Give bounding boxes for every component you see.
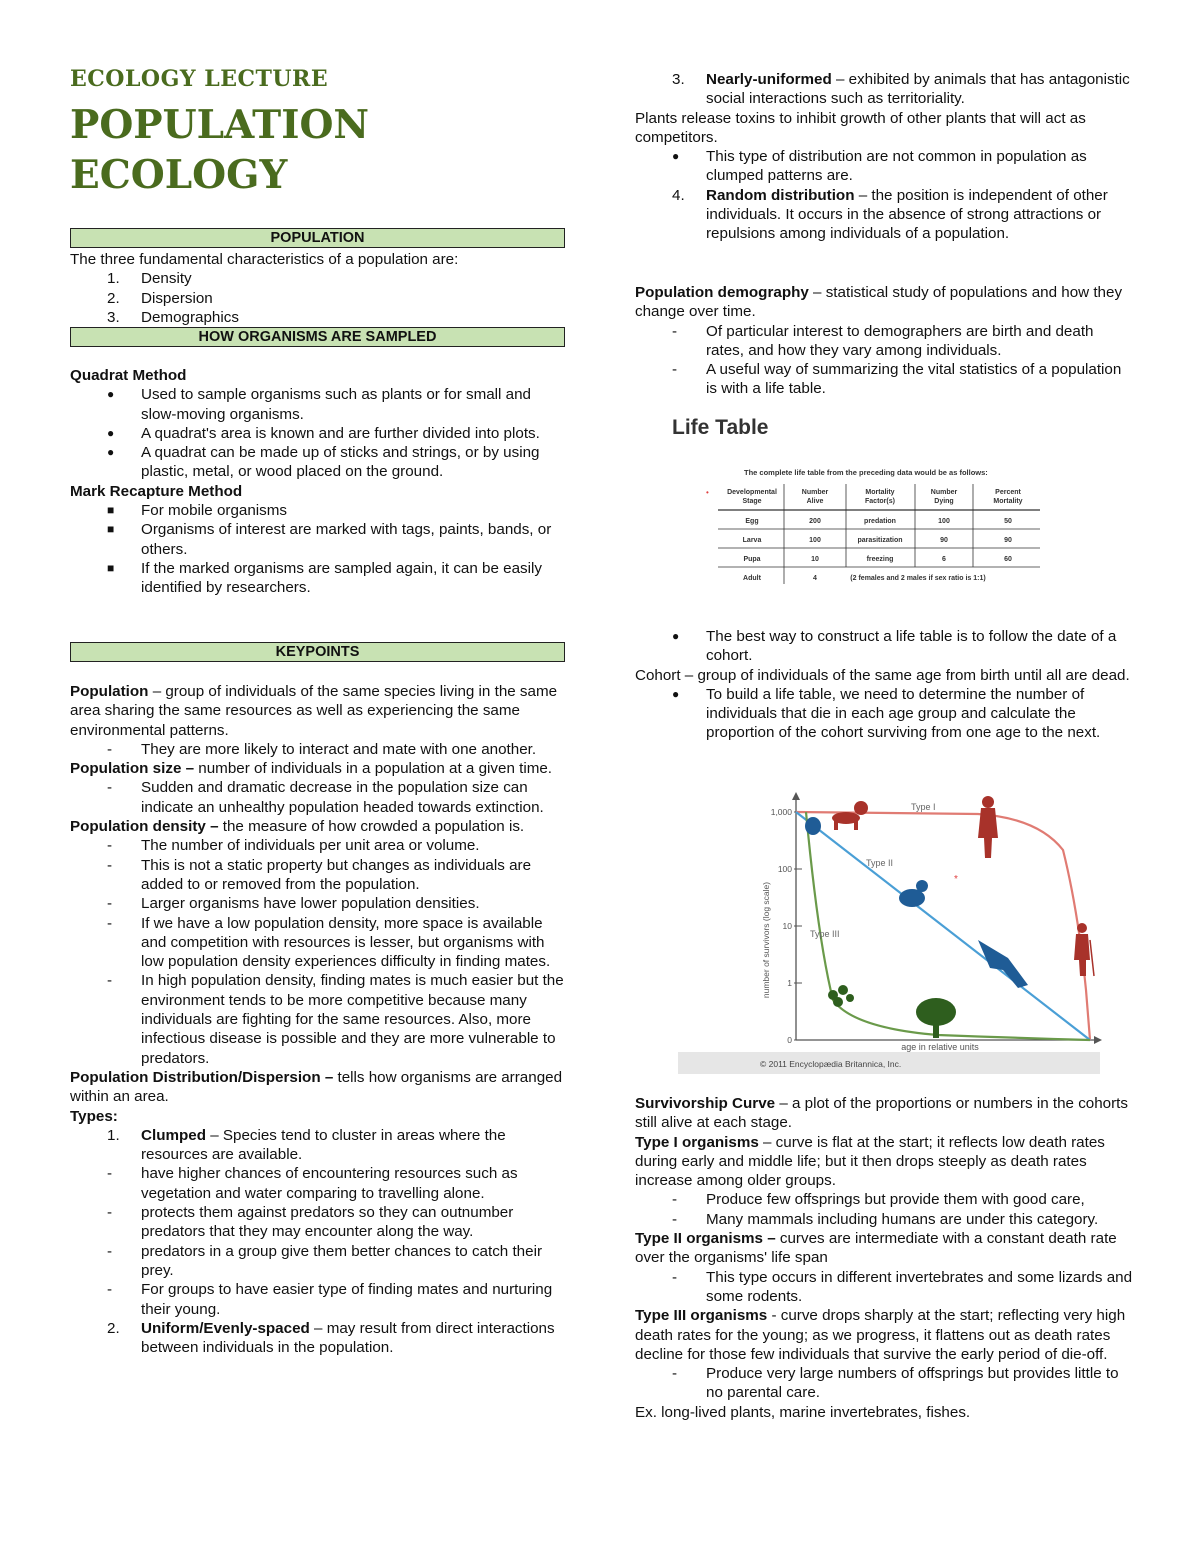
header-percent-line1: Percent (995, 489, 1021, 496)
list-item: - Many mammals including humans are under this category. (672, 1210, 1099, 1228)
list-item: - Produce few offsprings but provide them with good care, (672, 1191, 1085, 1209)
tick-label: 1 (787, 978, 792, 988)
table-cell: 100 (809, 537, 821, 544)
table-cell: 50 (1004, 518, 1012, 525)
sampling-section (70, 366, 567, 598)
list-item: 2. Dispersion (107, 289, 213, 307)
list-item: - If we have a low population density, more space is available and competition with resources is lesser, but organisms with low population density experiences difficulty in finding mates. (107, 914, 551, 971)
list-item: ● Used to sample organisms such as plants or for small and slow-moving organisms. (107, 386, 531, 423)
page-title-line2: ECOLOGY (70, 152, 288, 198)
list-item: ■ If the marked organisms are sampled again, it can be easily identified by researchers. (107, 559, 542, 597)
table-cell: predation (864, 518, 896, 525)
list-item: - This is not a static property but changes as individuals are added to or removed from the population. (107, 856, 532, 893)
x-arrow-icon (1094, 1036, 1102, 1044)
bullet-icon: • (706, 488, 709, 497)
header-factor-line1: Mortality (865, 489, 895, 496)
table-cell: 90 (940, 537, 948, 544)
section-bar-sampling: HOW ORGANISMS ARE SAMPLED (70, 327, 565, 347)
table-cell: 100 (938, 518, 950, 525)
tree-icon (916, 998, 956, 1038)
table-cell: 4 (813, 575, 817, 582)
list-item: - Of particular interest to demographers are birth and death rates, and how they vary among individuals. (672, 322, 1094, 359)
distribution-continued (635, 70, 1135, 244)
size-definition: Population size – number of individuals in a population at a given time. (70, 760, 553, 778)
tick-label: 10 (782, 921, 792, 931)
demography-definition: Population demography – statistical study of populations and how they change over time. (635, 284, 1123, 321)
table-cell: (2 females and 2 males if sex ratio is 1:1) (850, 575, 986, 582)
list-item: ● A quadrat can be made up of sticks and strings, or by using plastic, metal, or wood placed on the ground. (107, 444, 540, 481)
table-cell: Adult (743, 575, 761, 582)
list-item: 4. Random distribution – the position is independent of other individuals. It occurs in the absence of strong attractions or repulsions among individuals of a population. (672, 186, 1108, 243)
crawling-baby-icon (832, 801, 868, 830)
type2-definition: Type II organisms – curves are intermediate with a constant death rate over the organisms' life span (635, 1230, 1117, 1267)
table-cell: 200 (809, 518, 821, 525)
list-item: 1. Density (107, 270, 192, 288)
list-item: - Produce very large numbers of offsprings but provides little to no parental care. (672, 1365, 1119, 1402)
density-definition: Population density – the measure of how crowded a population is. (70, 818, 525, 836)
table-cell: Larva (742, 537, 762, 544)
survivorship-chart (678, 790, 1103, 1075)
eagle-icon (978, 940, 1028, 988)
list-item: ● A quadrat's area is known and are further divided into plots. (107, 424, 540, 442)
header-alive-line1: Number (801, 489, 829, 496)
list-item: ■ Organisms of interest are marked with tags, paints, bands, or others. (107, 521, 552, 558)
tick-label: 0 (787, 1035, 792, 1045)
list-item: - In high population density, finding mates is much easier but the environment tends to be more competitive because many individuals are fighting for the same resources. Also, more infectious disease is possible and they are more vulnerable to predators. (107, 972, 564, 1067)
y-arrow-icon (792, 792, 800, 800)
header-factor-line2: Factor(s) (865, 498, 895, 505)
list-item: 3. Nearly-uniformed – exhibited by animals that has antagonistic social interactions such as territoriality. (672, 71, 1130, 108)
section-bar-population: POPULATION (70, 228, 565, 248)
list-item: ● This type of distribution are not common in population as clumped patterns are. (672, 148, 1087, 185)
life-table-heading: Life Table (672, 416, 769, 439)
list-item: - They are more likely to interact and mate with one another. (107, 740, 537, 758)
survivorship-definition: Survivorship Curve – a plot of the proportions or numbers in the cohorts still alive at each stage. (635, 1095, 1128, 1132)
bird-icon (899, 880, 928, 907)
tick-label: 1,000 (770, 807, 792, 817)
list-item: - The number of individuals per unit area or volume. (107, 837, 480, 855)
table-cell: 60 (1004, 556, 1012, 563)
example-note: Ex. long-lived plants, marine invertebrates, fishes. (635, 1403, 971, 1421)
population-section (70, 250, 567, 327)
population-intro: The three fundamental characteristics of a population are: (70, 251, 459, 268)
section-bar-keypoints: KEYPOINTS (70, 642, 565, 662)
list-item: ● The best way to construct a life table is to follow the date of a cohort. (672, 628, 1117, 665)
type3-label: Type III (810, 929, 840, 939)
list-item: - have higher chances of encountering resources such as vegetation and water comparing to travelling alone. (107, 1165, 518, 1202)
table-cell: Pupa (743, 556, 761, 563)
header-percent-line2: Mortality (993, 498, 1023, 505)
header-stage-line2: Stage (742, 498, 762, 505)
list-item: 1. Clumped – Species tend to cluster in areas where the resources are available. (107, 1126, 506, 1164)
types-label: Types: (70, 1107, 118, 1125)
seedling-icon (828, 985, 854, 1007)
survivorship-section (635, 1094, 1135, 1422)
cohort-definition: Cohort – group of individuals of the same age from birth until all are dead. (635, 666, 1130, 684)
type1-definition: Type I organisms – curve is flat at the start; it reflects low death rates during early and middle life; but it then drops steeply as death rates increase among older groups. (635, 1133, 1105, 1190)
chart-credit: © 2011 Encyclopædia Britannica, Inc. (760, 1059, 902, 1069)
y-axis-label: number of survivors (log scale) (761, 881, 771, 999)
type2-label: Type II (866, 858, 894, 868)
list-item: - predators in a group give them better chances to catch their prey. (107, 1242, 543, 1279)
header-dying-line2: Dying (934, 498, 954, 505)
header-dying-line1: Number (930, 489, 958, 496)
x-axis-label: age in relative units (901, 1042, 979, 1052)
quadrat-heading: Quadrat Method (70, 367, 187, 384)
life-table-figure (668, 408, 1068, 593)
header-stage-line1: Developmental (727, 489, 777, 496)
tick-label: 100 (777, 864, 792, 874)
list-item: - Larger organisms have lower population densities. (107, 895, 480, 913)
adult-human-icon (978, 796, 998, 858)
plants-note: Plants release toxins to inhibit growth of other plants that will act as competitors. (635, 109, 1086, 146)
list-item: ■ For mobile organisms (107, 502, 288, 520)
star-icon: * (954, 874, 958, 885)
list-item: - A useful way of summarizing the vital statistics of a population is with a life table. (672, 361, 1122, 398)
table-cell: freezing (866, 556, 894, 563)
mark-heading: Mark Recapture Method (70, 482, 243, 500)
list-item: - For groups to have easier type of finding mates and nurturing their young. (107, 1281, 553, 1318)
table-cell: 10 (811, 556, 819, 563)
header-alive-line2: Alive (806, 498, 824, 505)
list-item: 3. Demographics (107, 308, 239, 326)
list-item: - protects them against predators so they can outnumber predators that they may encounter along the way. (107, 1204, 514, 1241)
elderly-human-icon (1074, 923, 1094, 976)
list-item: ● To build a life table, we need to determine the number of individuals that die in each age group and calculate the proportion of the cohort surviving from one age to the next. (672, 685, 1101, 742)
keypoints-section (70, 682, 567, 1357)
population-definition: Population – group of individuals of the same species living in the same area sharing the same resources as well as experiencing the same environmental patterns. (70, 683, 558, 739)
lecture-label: ECOLOGY LECTURE (70, 66, 329, 92)
table-cell: Egg (745, 518, 759, 525)
demography-section (635, 283, 1135, 399)
table-cell: 6 (942, 556, 946, 563)
page-title-line1: POPULATION (70, 102, 370, 148)
distribution-definition: Population Distribution/Dispersion – tells how organisms are arranged within an area. (70, 1068, 563, 1106)
table-cell: parasitization (857, 537, 903, 544)
life-table-caption: The complete life table from the preceding data would be as follows: (744, 468, 988, 477)
egg-icon (805, 817, 821, 835)
list-item: 2. Uniform/Evenly-spaced – may result from direct interactions between individuals in the population. (107, 1319, 555, 1357)
table-cell: 90 (1004, 537, 1012, 544)
cohort-section (635, 627, 1135, 743)
list-item: - This type occurs in different invertebrates and some lizards and some rodents. (672, 1268, 1133, 1305)
type1-label: Type I (911, 802, 936, 812)
type3-definition: Type III organisms - curve drops sharply at the start; reflecting very high death rates for the young; as we progress, it flattens out as death rates decline for those few individuals that survive the early period of die-off. (635, 1307, 1126, 1363)
list-item: - Sudden and dramatic decrease in the population size can indicate an unhealthy population headed towards extinction. (107, 779, 544, 816)
